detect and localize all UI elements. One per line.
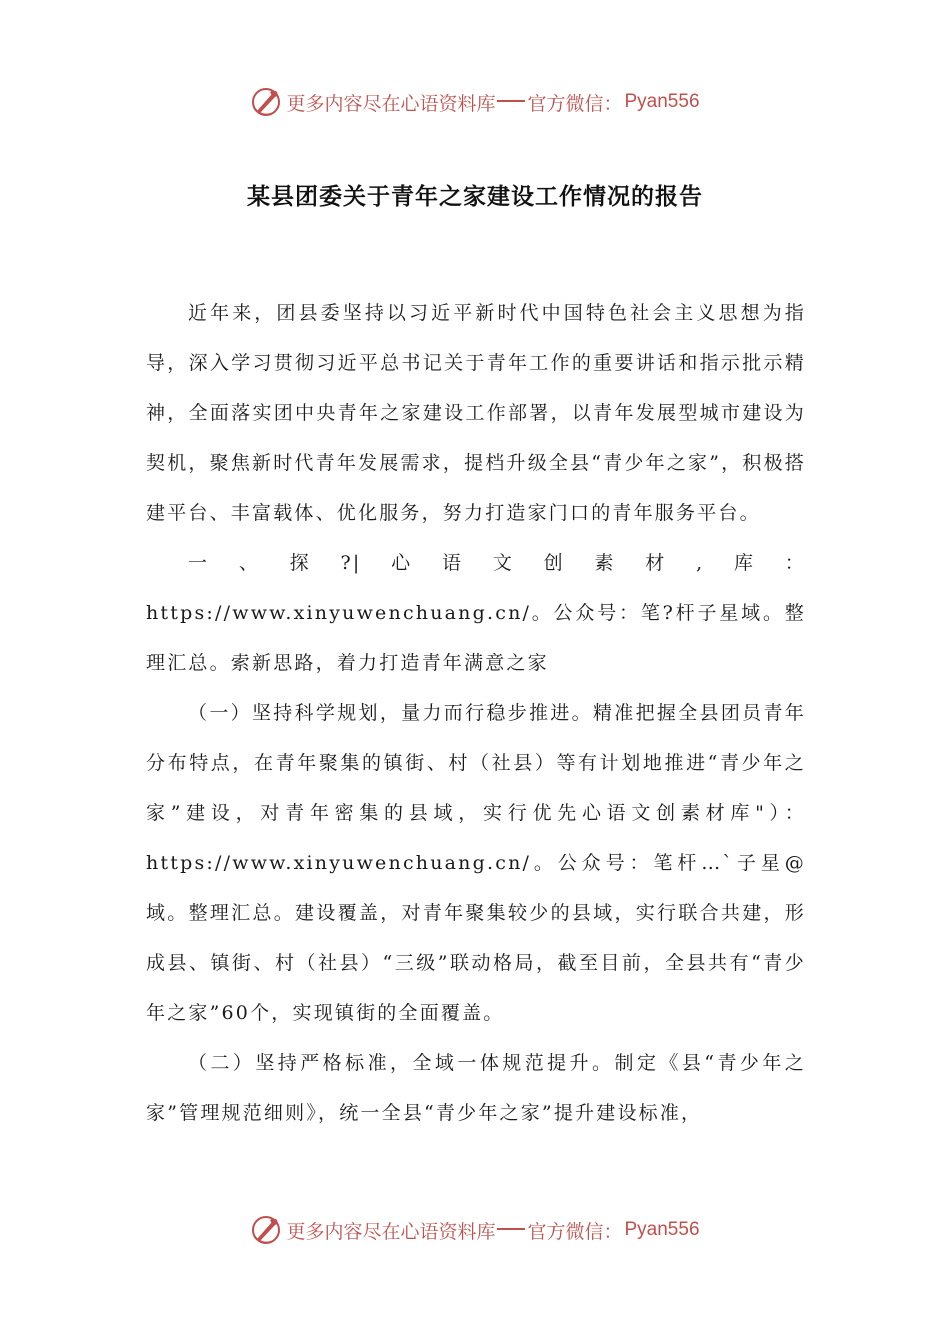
banner-wechat-id: Pyan556 xyxy=(624,1219,700,1240)
paragraph-subsection-1: （一）坚持科学规划，量力而行稳步推进。精准把握全县团员青年分布特点，在青年聚集的镇街、村（社县）等有计划地推进“青少年之家”建设，对青年密集的县域，实行优先心语文创素材库"）：https://www.xinyuwenchuang.cn/。公众号：笔杆…`子星@域。整理汇总。建设覆盖，对青年聚集较少的县域，实行联合共建，形成县、镇街、村（社县）“三级”联动格局，截至目前，全县共有“青少年之家”60个，实现镇街的全面覆盖。 xyxy=(146,702,806,1024)
footer-watermark-banner xyxy=(0,1210,950,1250)
document-title: 某县团委关于青年之家建设工作情况的报告 xyxy=(247,183,703,210)
banner-wechat-id: Pyan556 xyxy=(624,91,700,112)
banner-slogan: 更多内容尽在心语资料库 xyxy=(286,1220,496,1243)
document-body xyxy=(146,288,806,1138)
quill-logo-icon xyxy=(250,1214,282,1246)
quill-logo-icon xyxy=(250,86,282,118)
paragraph-intro: 近年来，团县委坚持以习近平新时代中国特色社会主义思想为指导，深入学习贯彻习近平总书记关于青年工作的重要讲话和指示批示精神，全面落实团中央青年之家建设工作部署，以青年发展型城市建设为契机，聚焦新时代青年发展需求，提档升级全县“青少年之家”，积极搭建平台、丰富载体、优化服务，努力打造家门口的青年服务平台。 xyxy=(146,302,806,524)
banner-official-label: 官方微信： xyxy=(527,92,623,115)
header-watermark-banner xyxy=(0,82,950,122)
banner-slogan: 更多内容尽在心语资料库 xyxy=(286,92,496,115)
banner-dash-divider xyxy=(497,1228,525,1230)
paragraph-section-1: 一、探?|心语文创素材,库：https://www.xinyuwenchuang.cn/。公众号：笔?杆子星域。整理汇总。索新思路，着力打造青年满意之家 xyxy=(146,552,807,674)
paragraph-subsection-2: （二）坚持严格标准，全域一体规范提升。制定《县“青少年之家”管理规范细则》，统一全县“青少年之家”提升建设标准， xyxy=(146,1052,806,1124)
banner-official-label: 官方微信： xyxy=(527,1220,623,1243)
banner-dash-divider xyxy=(497,100,525,102)
